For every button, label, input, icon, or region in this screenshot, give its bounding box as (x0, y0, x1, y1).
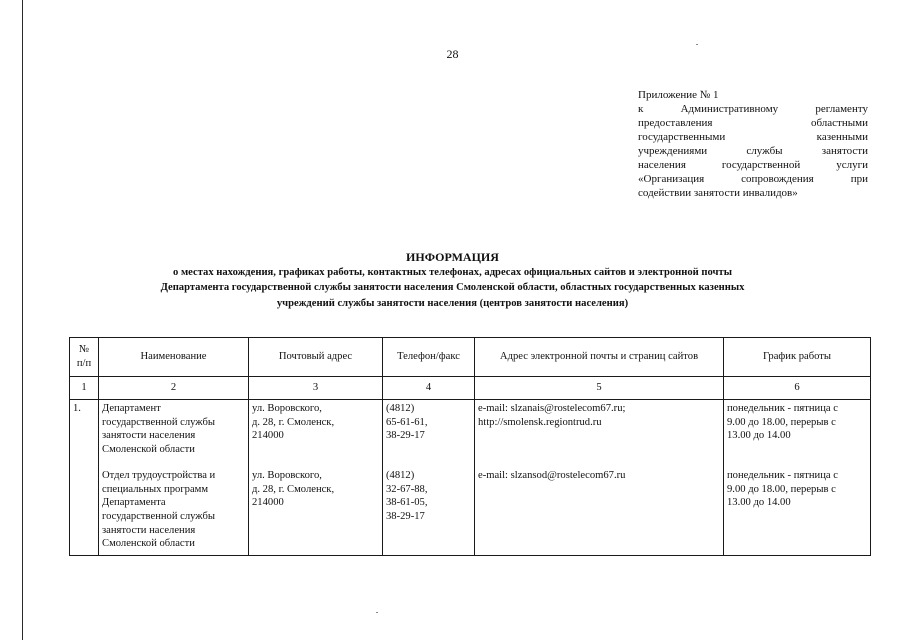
table-row (70, 400, 871, 469)
org-name-line: занятости населения (102, 524, 196, 536)
org-name-line: занятости населения (102, 430, 196, 442)
appendix-note (638, 88, 868, 200)
appendix-line: государственными казенными (638, 131, 868, 143)
left-margin-rule (22, 0, 23, 640)
email-text: e-mail: slzanais@rostelecom67.ru; (478, 403, 626, 414)
address-line: д. 28, г. Смоленск, (252, 483, 335, 495)
appendix-line: содействии занятости инвалидов» (638, 187, 798, 199)
phone-line: (4812) (386, 469, 415, 481)
table-header-row (70, 338, 871, 377)
website-text: http://smolensk.regiontrud.ru (478, 416, 602, 428)
phone-cell (383, 469, 475, 556)
org-name-line: Смоленской области (102, 538, 195, 550)
schedule-line: понедельник - пятница с (727, 403, 838, 414)
header-cell-name (99, 338, 249, 377)
address-line: 214000 (252, 430, 284, 442)
document-title: ИНФОРМАЦИЯ (406, 250, 499, 264)
org-name-line: государственной службы (102, 510, 215, 522)
phone-line: (4812) (386, 403, 415, 414)
scan-speck (376, 612, 378, 613)
header-cell-address (249, 338, 383, 377)
address-line: 214000 (252, 497, 284, 509)
column-number: 5 (475, 377, 724, 400)
header-text: График работы (762, 351, 832, 363)
org-name-line: Департамент (102, 403, 161, 414)
header-text: Наименование (140, 351, 207, 363)
phone-cell (383, 400, 475, 469)
header-text: Адрес электронной почты и страниц сайтов (499, 351, 699, 363)
schedule-line: 9.00 до 18.00, перерыв с (727, 416, 836, 428)
header-text: Почтовый адрес (278, 351, 353, 363)
email-text: e-mail: slzansod@rostelecom67.ru (478, 469, 626, 481)
appendix-line: «Организация сопровождения при (638, 173, 868, 185)
column-number: 1 (70, 377, 99, 400)
phone-line: 32-67-88, (386, 483, 428, 495)
column-number-row (70, 377, 871, 400)
phone-line: 65-61-61, (386, 416, 428, 428)
org-name-line: Отдел трудоустройства и (102, 469, 216, 481)
appendix-line: к Административному регламенту (638, 103, 868, 115)
row-number-text: 1. (73, 403, 81, 414)
address-line: ул. Воровского, (252, 469, 322, 481)
appendix-line: Приложение № 1 (638, 89, 719, 101)
header-cell-phone (383, 338, 475, 377)
org-name-line: Департамента (102, 497, 166, 509)
column-number: 4 (383, 377, 475, 400)
org-name-cell (99, 400, 249, 469)
appendix-line: учреждениями службы занятости (638, 145, 868, 157)
header-text: п/п (76, 358, 92, 369)
header-text: Телефон/факс (397, 351, 460, 363)
address-line: ул. Воровского, (252, 403, 322, 414)
row-number (70, 469, 99, 556)
header-cell-number (70, 338, 99, 377)
table-row (70, 469, 871, 556)
postal-address-cell (249, 400, 383, 469)
schedule-line: понедельник - пятница с (727, 469, 838, 481)
header-cell-schedule (724, 338, 871, 377)
web-cell (475, 469, 724, 556)
postal-address-cell (249, 469, 383, 556)
document-subtitle-line: о местах нахождения, графиках работы, контактных телефонах, адресах официальных сайтов и электронной почты (173, 267, 732, 278)
column-number: 2 (99, 377, 249, 400)
schedule-line: 9.00 до 18.00, перерыв с (727, 483, 836, 495)
schedule-line: 13.00 до 14.00 (727, 430, 791, 442)
org-name-line: специальных программ (102, 483, 209, 495)
document-heading (0, 250, 905, 311)
info-table (69, 337, 871, 556)
scan-speck (696, 44, 698, 45)
schedule-cell (724, 400, 871, 469)
row-number (70, 400, 99, 469)
org-name-line: Смоленской области (102, 444, 195, 456)
address-line: д. 28, г. Смоленск, (252, 416, 335, 428)
header-text: № (78, 344, 90, 356)
org-name-cell (99, 469, 249, 556)
page-number: 28 (446, 47, 459, 61)
web-cell (475, 400, 724, 469)
document-subtitle-line: учреждений службы занятости населения (центров занятости населения) (276, 297, 629, 309)
org-name-line: государственной службы (102, 416, 215, 428)
schedule-line: 13.00 до 14.00 (727, 497, 791, 509)
column-number: 3 (249, 377, 383, 400)
phone-line: 38-29-17 (386, 430, 425, 442)
phone-line: 38-61-05, (386, 497, 428, 509)
column-number: 6 (724, 377, 871, 400)
appendix-line: предоставления областными (638, 117, 868, 129)
phone-line: 38-29-17 (386, 510, 425, 522)
appendix-line: населения государственной услуги (638, 159, 868, 171)
schedule-cell (724, 469, 871, 556)
header-cell-web (475, 338, 724, 377)
document-subtitle-line: Департамента государственной службы занятости населения Смоленской области, областных государственных казенных (160, 282, 745, 294)
